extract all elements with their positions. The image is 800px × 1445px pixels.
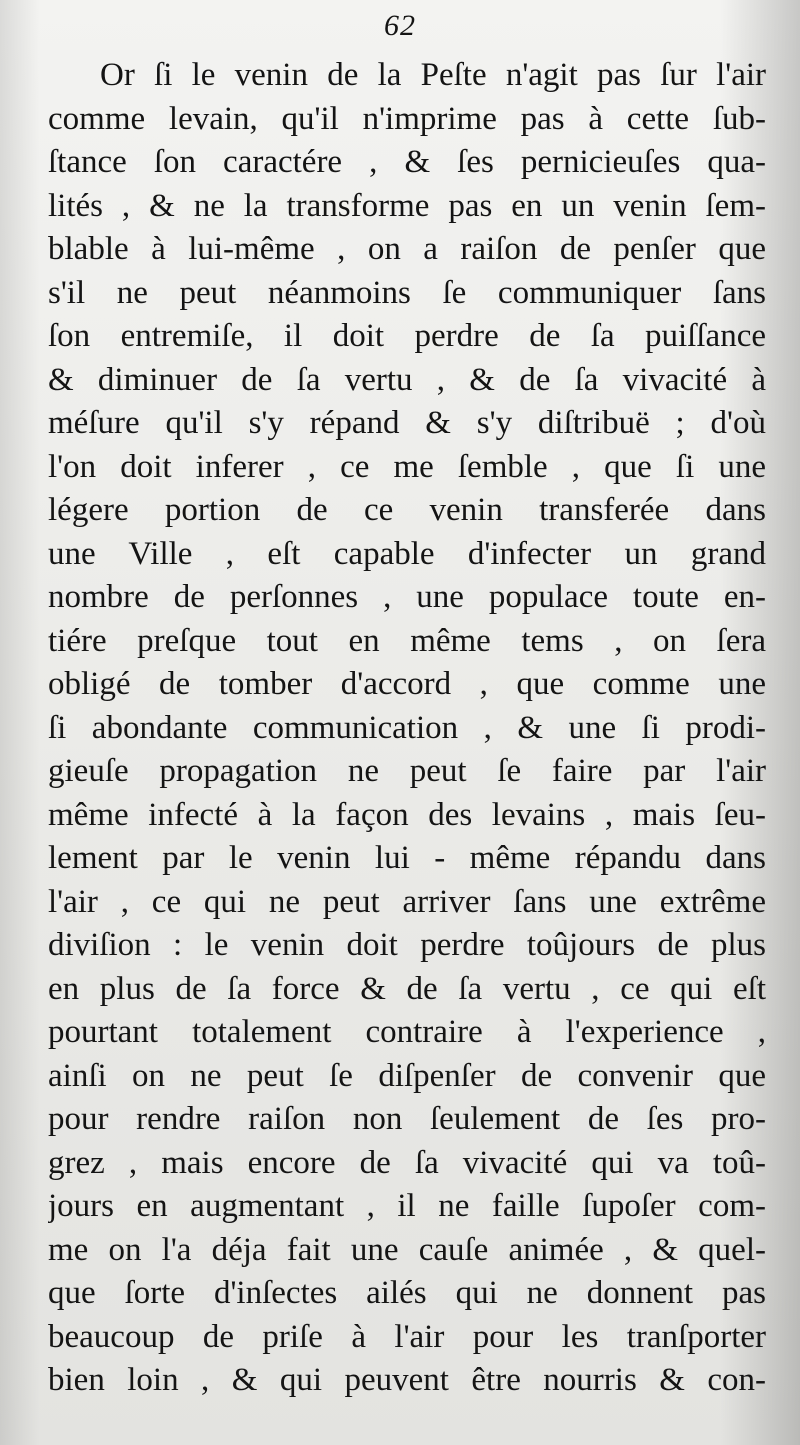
text-line: obligé de tomber d'accord , que comme une <box>48 666 766 702</box>
text-line: ſi abondante communication , & une ſi prodi- <box>48 709 766 746</box>
text-line: nombre de perſonnes , une populace toute en- <box>48 579 766 615</box>
text-line: lement par le venin lui - même répandu dans <box>48 840 766 876</box>
text-line: ſtance ſon caractére , & ſes pernicieuſes qua- <box>48 144 766 180</box>
text-line: comme levain, qu'il n'imprime pas à cette ſub- <box>48 100 766 137</box>
text-line: méſure qu'il s'y répand & s'y diſtribuë ; d'où <box>48 405 766 441</box>
text-line: pourtant totalement contraire à l'experience , <box>48 1014 766 1050</box>
text-line: lités , & ne la transforme pas en un venin ſem- <box>48 187 766 224</box>
page-number: 62 <box>384 9 416 42</box>
text-line: ſon entremiſe, il doit perdre de ſa puiſſance <box>48 318 766 354</box>
text-line: diviſion : le venin doit perdre toûjours de plus <box>48 927 766 963</box>
text-line: légere portion de ce venin transferée dans <box>48 492 766 528</box>
body-text <box>48 54 766 1403</box>
text-line: gieuſe propagation ne peut ſe faire par l'air <box>48 753 766 789</box>
text-line: l'on doit inferer , ce me ſemble , que ſi une <box>48 448 766 485</box>
text-line: bien loin , & qui peuvent être nourris & con- <box>48 1362 766 1398</box>
text-line: me on l'a déja fait une cauſe animée , & quel- <box>48 1231 766 1268</box>
text-line: l'air , ce qui ne peut arriver ſans une extrême <box>48 883 766 920</box>
text-line: beaucoup de priſe à l'air pour les tranſporter <box>48 1318 766 1355</box>
text-line: grez , mais encore de ſa vivacité qui va toû- <box>48 1144 766 1181</box>
text-line: jours en augmentant , il ne faille ſupoſer com- <box>48 1188 766 1224</box>
text-line: Or ſi le venin de la Peſte n'agit pas ſur l'air <box>100 57 766 93</box>
text-line: s'il ne peut néanmoins ſe communiquer ſans <box>48 274 766 311</box>
text-line: blable à lui-même , on a raiſon de penſer que <box>48 231 766 267</box>
text-line: en plus de ſa force & de ſa vertu , ce qui eſt <box>48 970 766 1007</box>
text-line: même infecté à la façon des levains , mais ſeu- <box>48 796 766 833</box>
text-line: que ſorte d'inſectes ailés qui ne donnent pas <box>48 1275 766 1311</box>
text-line: ainſi on ne peut ſe diſpenſer de convenir que <box>48 1057 766 1094</box>
text-line: une Ville , eſt capable d'infecter un grand <box>48 535 766 572</box>
text-line: tiére preſque tout en même tems , on ſera <box>48 622 766 659</box>
text-line: pour rendre raiſon non ſeulement de ſes pro- <box>48 1101 766 1137</box>
text-line: & diminuer de ſa vertu , & de ſa vivacité à <box>48 361 766 398</box>
